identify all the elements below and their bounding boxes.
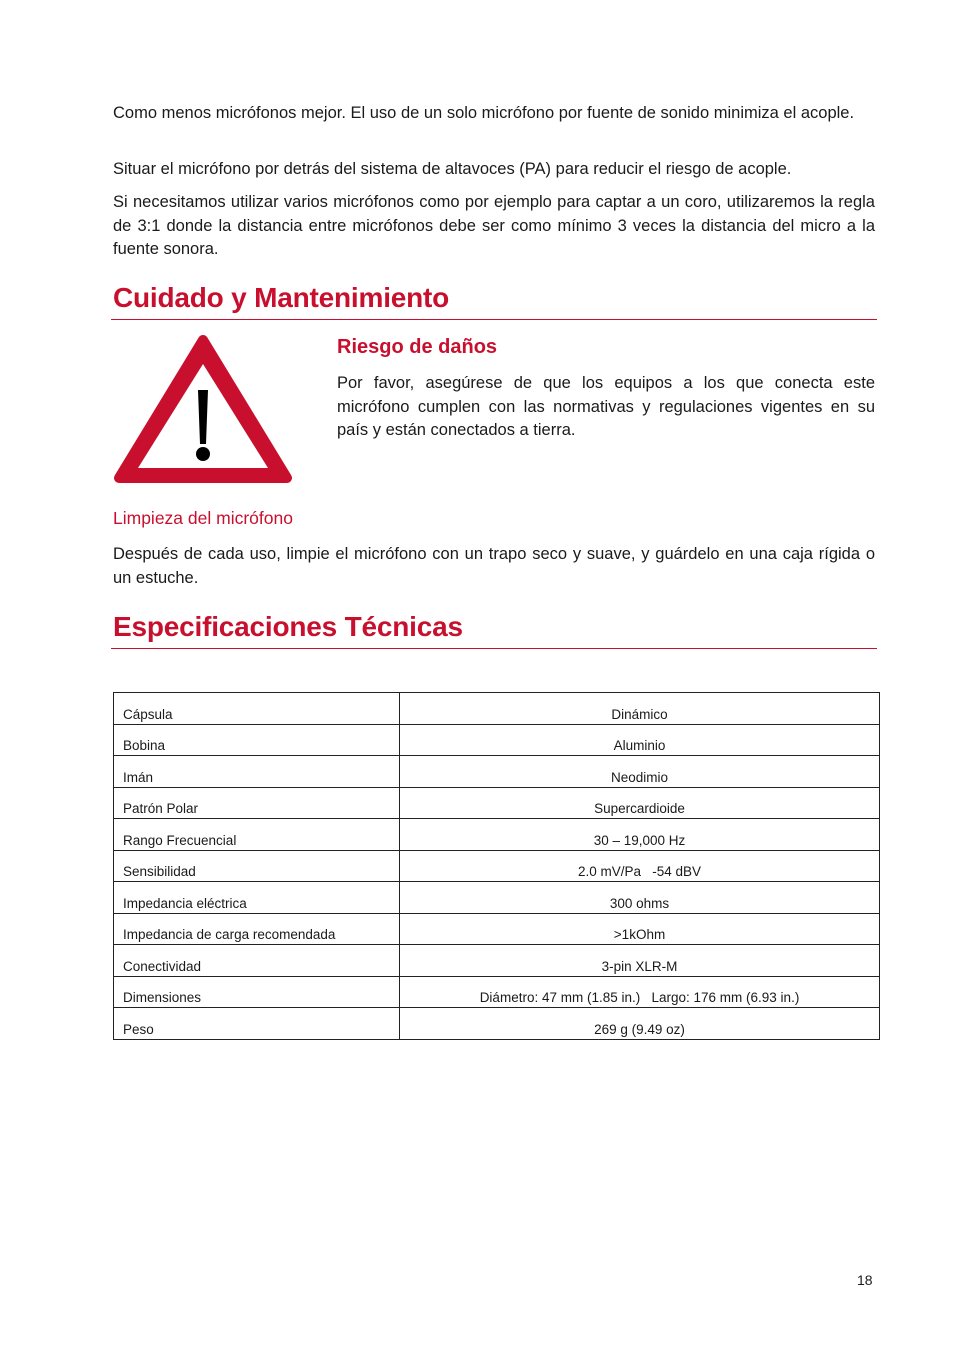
table-row [114, 976, 880, 1008]
subsection-title-riesgo: Riesgo de daños [337, 336, 498, 358]
spec-value: Aluminio [400, 724, 880, 756]
spec-value: 30 – 19,000 Hz [400, 819, 880, 851]
section-divider [111, 648, 877, 649]
table-row [114, 819, 880, 851]
subsection-title-limpieza: Limpieza del micrófono [113, 508, 293, 528]
spec-value: 269 g (9.49 oz) [400, 1008, 880, 1040]
spec-label: Bobina [114, 724, 400, 756]
intro-paragraph-1: Como menos micrófonos mejor. El uso de un solo micrófono por fuente de sonido minimiza el acople. [113, 104, 855, 122]
spec-value: Neodimio [400, 756, 880, 788]
table-row [114, 724, 880, 756]
section-divider [111, 319, 877, 320]
table-row [114, 882, 880, 914]
spec-label: Conectividad [114, 945, 400, 977]
spec-label: Imán [114, 756, 400, 788]
spec-label: Impedancia eléctrica [114, 882, 400, 914]
table-row [114, 945, 880, 977]
intro-paragraph-3: Si necesitamos utilizar varios micrófonos como por ejemplo para captar a un coro, utilizaremos la regla de 3:1 donde la distancia entre micrófonos debe ser como mínimo 3 veces la distancia del micro a la fuente sonora. [113, 193, 875, 258]
riesgo-paragraph: Por favor, asegúrese de que los equipos a los que conecta este micrófono cumplen con las normativas y regulaciones vigentes en su país y están conectados a tierra. [337, 374, 875, 439]
table-row [114, 756, 880, 788]
specs-table [113, 692, 880, 1040]
spec-value: >1kOhm [400, 913, 880, 945]
spec-value: Diámetro: 47 mm (1.85 in.) Largo: 176 mm (6.93 in.) [400, 976, 880, 1008]
spec-value: 300 ohms [400, 882, 880, 914]
spec-value: 2.0 mV/Pa -54 dBV [400, 850, 880, 882]
table-row [114, 787, 880, 819]
section-title-especificaciones: Especificaciones Técnicas [113, 611, 463, 642]
table-row [114, 1008, 880, 1040]
table-row [114, 850, 880, 882]
table-row [114, 693, 880, 725]
spec-label: Sensibilidad [114, 850, 400, 882]
spec-label: Rango Frecuencial [114, 819, 400, 851]
table-row [114, 913, 880, 945]
page-number: 18 [857, 1272, 873, 1288]
spec-label: Patrón Polar [114, 787, 400, 819]
spec-value: Supercardioide [400, 787, 880, 819]
spec-value: Dinámico [400, 693, 880, 725]
spec-label: Cápsula [114, 693, 400, 725]
spec-label: Peso [114, 1008, 400, 1040]
spec-label: Dimensiones [114, 976, 400, 1008]
section-title-cuidado: Cuidado y Mantenimiento [113, 282, 450, 313]
spec-label: Impedancia de carga recomendada [114, 913, 400, 945]
intro-paragraph-2: Situar el micrófono por detrás del sistema de altavoces (PA) para reducir el riesgo de acople. [113, 160, 792, 178]
spec-value: 3-pin XLR-M [400, 945, 880, 977]
limpieza-paragraph: Después de cada uso, limpie el micrófono con un trapo seco y suave, y guárdelo en una caja rígida o un estuche. [113, 545, 875, 587]
warning-triangle-icon [113, 334, 293, 486]
